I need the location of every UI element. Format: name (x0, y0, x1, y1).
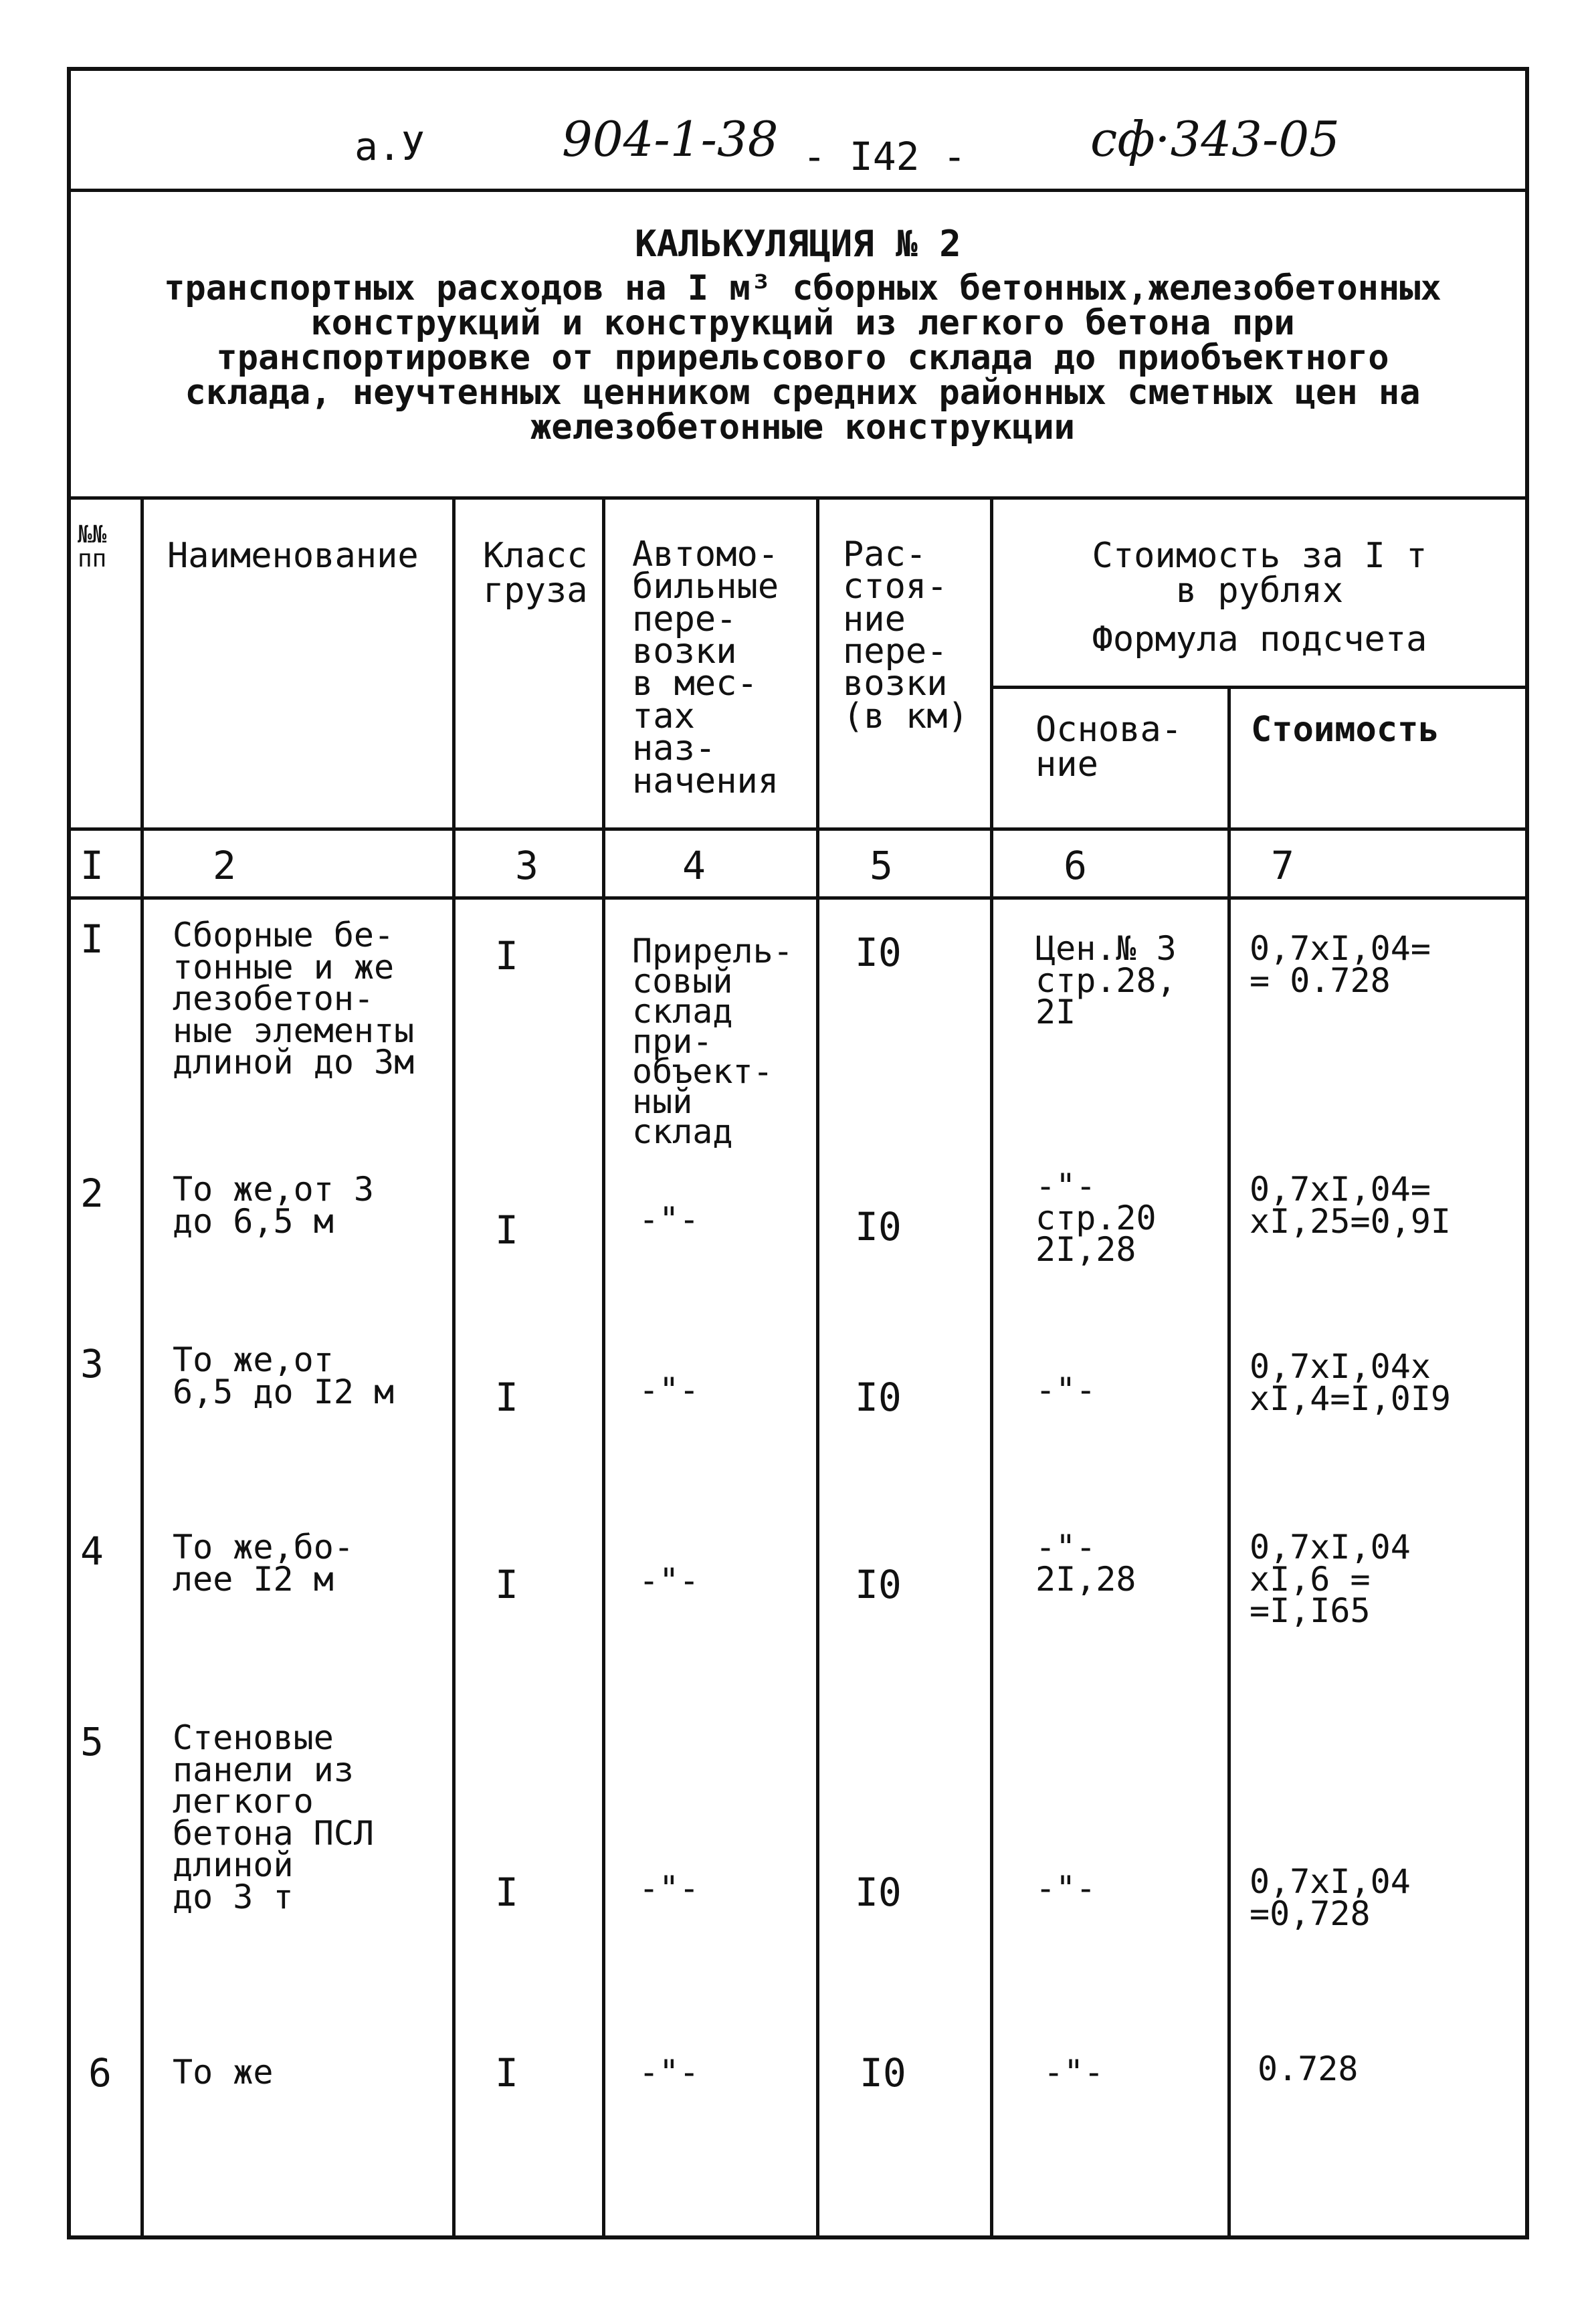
calc-description: транспортных расходов на I м³ сборных бетонных,железобетонных конструкций и конструкций из легкого бетона при транспортировке от прирельсового склада до приобъектного склада, неучтенных ценником средних районных сметных цен на железобетонные конструкции (164, 268, 1441, 447)
col-rule-2 (452, 496, 456, 2239)
col-header-name: Наименование (167, 536, 419, 576)
row-2-auto: -"- (639, 1200, 700, 1239)
col-number-6: 6 (1064, 843, 1087, 888)
col-header-distance: Рас- стоя- ние пере- возки (в км) (843, 534, 969, 736)
row-1-cost: 0,7хI,04= = 0.728 (1250, 929, 1431, 1000)
row-6-auto: -"- (639, 2053, 700, 2092)
row-4-basis: -"- 2I,28 (1035, 1528, 1136, 1599)
calc-title: КАЛЬКУЛЯЦИЯ № 2 (635, 223, 961, 265)
row-3-basis: -"- (1035, 1371, 1096, 1409)
col-header-class: Класс груза (483, 536, 588, 611)
row-2-name: То же,от 3 до 6,5 м (173, 1170, 375, 1241)
col-number-4: 4 (682, 843, 706, 888)
col-number-5: 5 (870, 843, 893, 888)
row-3-auto: -"- (639, 1371, 700, 1409)
col-header-num: №№ пп (78, 521, 107, 573)
row-6-distance: I0 (860, 2050, 906, 2096)
col-number-1: I (80, 843, 104, 888)
col-number-3: 3 (515, 843, 538, 888)
col-header-formula: Формула подсчета (1092, 619, 1427, 660)
row-2-distance: I0 (855, 1204, 902, 1249)
col-rule-4 (816, 496, 819, 2239)
row-1-num: I (80, 916, 104, 962)
col-number-7: 7 (1271, 843, 1294, 888)
row-4-distance: I0 (855, 1562, 902, 1607)
header-au: а.У (355, 124, 425, 169)
row-1-distance: I0 (855, 930, 902, 975)
row-5-cost: 0,7хI,04 =0,728 (1250, 1862, 1411, 1933)
row-4-num: 4 (80, 1528, 104, 1574)
header-code: сф·343-05 (1090, 111, 1340, 167)
row-6-cost: 0.728 (1258, 2049, 1359, 2088)
row-4-cost: 0,7хI,04 хI,6 = =I,I65 (1250, 1528, 1411, 1630)
row-5-num: 5 (80, 1719, 104, 1765)
col-rule-1 (140, 496, 144, 2239)
row-6-name: То же (173, 2053, 274, 2092)
row-3-distance: I0 (855, 1375, 902, 1420)
row-3-cost: 0,7хI,04х хI,4=I,0I9 (1250, 1347, 1452, 1418)
row-4-auto: -"- (639, 1561, 700, 1600)
header-project: 904-1-38 (562, 111, 779, 167)
col-rule-3 (602, 496, 605, 2239)
row-4-name: То же,бо- лее I2 м (173, 1528, 354, 1599)
header-rule (67, 189, 1529, 192)
row-3-num: 3 (80, 1341, 104, 1387)
row-1-name: Сборные бе- тонные и же лезобетон- ные элементы длиной до 3м (173, 916, 415, 1082)
row-2-cost: 0,7хI,04= хI,25=0,9I (1250, 1170, 1452, 1241)
row-4-class: I (495, 1562, 518, 1607)
row-5-basis: -"- (1035, 1869, 1096, 1908)
row-1-basis: Цен.№ 3 стр.28, 2I (1035, 929, 1177, 1031)
row-6-num: 6 (88, 2050, 112, 2096)
col-rule-5 (990, 496, 993, 2239)
header-page: - I42 - (803, 134, 967, 179)
subheader-rule (990, 686, 1529, 689)
colnum-top-rule (67, 827, 1529, 831)
row-2-class: I (495, 1207, 518, 1253)
col-number-2: 2 (213, 843, 236, 888)
col-header-basis: Основа- ние (1035, 710, 1183, 785)
col-header-auto: Автомо- бильные пере- возки в мес- тах наз- начения (632, 534, 779, 801)
row-5-auto: -"- (639, 1869, 700, 1908)
row-3-class: I (495, 1375, 518, 1420)
row-6-class: I (495, 2050, 518, 2096)
row-2-num: 2 (80, 1171, 104, 1216)
title-rule (67, 496, 1529, 500)
row-5-name: Стеновые панели из легкого бетона ПСЛ длиной до 3 т (173, 1718, 375, 1916)
col-header-cost: Стоимость (1251, 710, 1439, 750)
row-5-distance: I0 (855, 1870, 902, 1915)
col-header-cost-group: Стоимость за I т в рублях (1092, 536, 1427, 611)
row-2-basis: -"- стр.20 2I,28 (1035, 1167, 1157, 1269)
row-5-class: I (495, 1870, 518, 1915)
row-3-name: То же,от 6,5 до I2 м (173, 1340, 395, 1411)
colnum-bottom-rule (67, 896, 1529, 900)
row-6-basis: -"- (1043, 2053, 1104, 2092)
row-1-class: I (495, 933, 518, 979)
col-rule-6 (1227, 686, 1231, 2239)
row-1-auto: Прирель- совый склад при- объект- ный склад (632, 932, 793, 1151)
